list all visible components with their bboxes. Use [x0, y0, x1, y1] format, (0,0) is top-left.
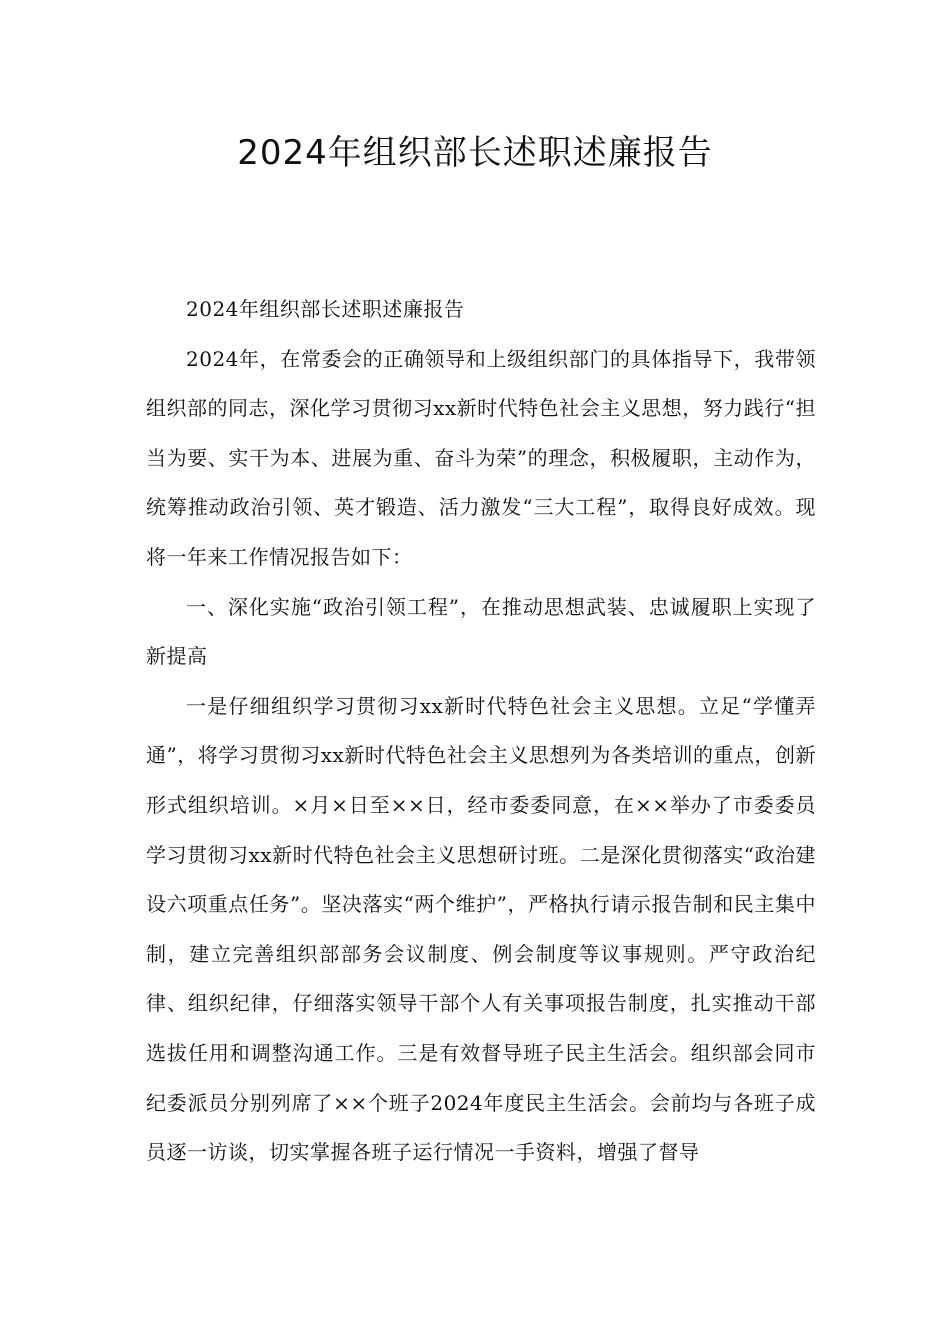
document-title: 2024年组织部长述职述廉报告 [237, 133, 713, 173]
paragraph-section-one-body: 一是仔细组织学习贯彻习xx新时代特色社会主义思想。立足“学懂弄通”，将学习贯彻习xx新时代特色社会主义思想列为各类培训的重点，创新形式组织培训。×月×日至××日，经市委委同意，在××举办了市委委员学习贯彻习xx新时代特色社会主义思想研讨班。二是深化贯彻落实“政治建设六项重点任务”。坚决落实“两个维护”，严格执行请示报告制和民主集中制，建立完善组织部部务会议制度、例会制度等议事规则。严守政治纪律、组织纪律，仔细落实领导干部个人有关事项报告制度，扎实推动干部选拔任用和调整沟通工作。三是有效督导班子民主生活会。组织部会同市纪委派员分别列席了××个班子2024年度民主生活会。会前均与各班子成员逐一访谈，切实掌握各班子运行情况一手资料，增强了督导 [146, 693, 816, 1165]
section-heading-one: 一、深化实施“政治引领工程”，在推动思想武装、忠诚履职上实现了新提高 [146, 594, 816, 669]
document-body [146, 285, 816, 1178]
paragraph-subtitle: 2024年组织部长述职述廉报告 [186, 297, 465, 321]
paragraph-intro: 2024年，在常委会的正确领导和上级组织部门的具体指导下，我带领组织部的同志，深化学习贯彻习xx新时代特色社会主义思想，努力践行“担当为要、实干为本、进展为重、奋斗为荣”的理念，积极履职，主动作为，统筹推动政治引领、英才锻造、活力激发“三大工程”，取得良好成效。现将一年来工作情况报告如下： [146, 346, 816, 569]
